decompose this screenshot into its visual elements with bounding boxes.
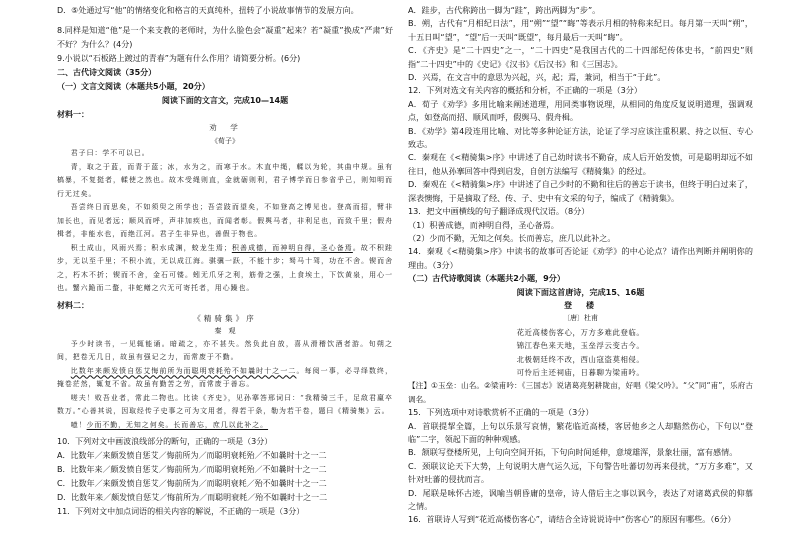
subsection-heading: （二）古代诗歌阅读（本题共2小题，9分） — [408, 273, 565, 284]
classical-paragraph — [57, 338, 393, 365]
text-segment: 青，取之于蓝，而青于蓝；冰，水为之，而寒于水。木直中绳，輮以为轮，其曲中规。虽有槁暴，不复挺者，輮使之然也。故木受绳则直，金就砺则利，君子博学而日参省乎己，则知明而行无过矣。 — [57, 162, 393, 198]
question-12-option: B．《劝学》第4段连用比喻、对比等多种论证方法，论证了学习应该注重积累、持之以恒、专心致志。 — [408, 125, 753, 150]
question-11-option: C．《齐史》是“二十四史”之一，“二十四史”是我国古代的二十四部纪传体史书，“前四史”则指“二十四史”中的《史记》《汉书》《后汉书》和《三国志》。 — [408, 45, 753, 69]
question-12-option: D．秦观在《<精骑集>序》中讲述了自己少时的不勤和往后的善忘于读书，但终于明白过来了，深表懊悔，于是摘取了经、传、子、史中有文采的句子，编成了《精骑集》。 — [408, 179, 753, 203]
poem-note: 【注】①玉垒：山名。②梁甫吟：《三国志》说诸葛亮躬耕陇亩，好唱《梁父吟》。“父”同“甫”，乐府古调名。 — [408, 381, 753, 404]
left-column — [57, 4, 393, 558]
text-segment: 噫！ — [70, 420, 87, 429]
right-column — [408, 4, 753, 558]
question-8: 8.同样是知道“他”是一个来支教的老师时，为什么脸色会“凝重”起来？若“凝重”换成“严肃”好不好？为什么？(4分) — [57, 26, 393, 49]
text-segment: 嗟夫！败吾业者，常此二物也。比读《齐史》，见孙搴答邢词曰：“我精骑三千，足敌君羸卒数万。”心善其说，因取经传子史事之可为文用者，得若干条，勒为若干卷，题曰《精骑集》云。 — [57, 393, 393, 415]
material-1-source: 《荀子》 — [211, 136, 239, 145]
classical-paragraph — [57, 365, 393, 392]
question-13-item: （1）积善成德，而神明自得，圣心备焉。 — [408, 219, 559, 230]
poem-author: 〔唐〕杜甫 — [563, 314, 598, 323]
question-9: 9.小说以“石板路上踱过的青春”为题有什么作用？请简要分析。(6分) — [57, 54, 301, 63]
poem-line: 可怜后主还祠庙，日暮聊为梁甫吟。 — [516, 367, 645, 377]
question-15-option: B．颔联写登楼所见，上句向空间开拓，下句向时间延伸，意境雄浑，景象壮丽，富有感情。 — [408, 447, 738, 458]
q7-option-d: D．⑤处通过写“他”的情绪变化和格言的天真纯朴，扭转了小说故事情节的发展方向。 — [57, 6, 359, 15]
classical-paragraph — [57, 201, 393, 242]
classical-paragraph — [57, 419, 393, 433]
material-2-title: 《精骑集》序 — [193, 313, 257, 323]
question-15-option: D．尾联是咏怀古迹，讽喻当朝昏庸的皇帝，诗人借后主之事以讽今，表达了对诸葛武侯的仰慕之情。 — [408, 487, 753, 512]
material-1-label: 材料一： — [57, 110, 89, 119]
question-15-option: C．颈联议论天下大势，上句说明大唐气运久远，下句警告吐蕃切勿再来侵扰，“万方多难”，又针对吐蕃的侵扰而言。 — [408, 460, 753, 485]
poem-line: 花近高楼伤客心，万方多难此登临。 — [516, 327, 645, 337]
question-13-stem: 13．把文中画横线的句子翻译成现代汉语。（8分） — [408, 206, 590, 217]
classical-paragraph — [57, 242, 393, 296]
question-12-option: C．秦观在《<精骑集>序》中讲述了自己幼时读书不勤奋，成人后开始发愤，可是聪明却远不如往日，他从孙搴回答中得到启发，自创方法编写《精骑集》的经过。 — [408, 152, 753, 176]
poem-line: 锦江春色来天地，玉垒浮云变古今。 — [516, 341, 645, 351]
text-segment: 。每阅一事，必寻绎数终，掩卷茫然，辄复不省。故虽有勤苦之劳，而常废于善忘。 — [57, 366, 393, 388]
poem-line: 北极朝廷终不改，西山寇盗莫相侵。 — [516, 354, 645, 364]
material-1-title: 劝 学 — [209, 123, 241, 132]
subsection-heading: （一）文言文阅读（本题共5小题，20分） — [57, 82, 210, 91]
question-11-stem: 11．下列对文中加点词语的相关内容的解说，不正确的一项是（3分） — [57, 507, 305, 516]
text-segment: 吾尝终日而思矣，不如须臾之所学也；吾尝跂而望矣，不如登高之博见也。登高而招，臂非加长也，而见者远；顺风而呼，声非加疾也，而闻者彰。假舆马者，非利足也，而致千里；假舟楫者，非能水也，而绝江河。君子生非异也，善假于物也。 — [57, 203, 393, 238]
classical-paragraph — [57, 161, 393, 202]
underline-marked-text: 少而不勤，无知之何矣。长而善忘，庶几以此补之。 — [86, 420, 269, 429]
poem-title: 登 楼 — [564, 299, 597, 310]
question-14: 14．秦观《<精骑集>序》中读书的故事可否论证《劝学》的中心论点？请作出判断并阐明你的理由。（3分） — [408, 246, 753, 270]
question-12-option: A．荀子《劝学》多用比喻来阐述道理，用同类事物说理，从相同的角度反复说明道理，强调观点，如登高而招、顺风而呼，假舆马、假舟楫。 — [408, 98, 753, 123]
text-segment: 积土成山，风雨兴焉；积水成渊，蛟龙生焉； — [70, 243, 232, 252]
question-12-stem: 12．下列对选文有关内容的概括和分析，不正确的一项是（3分） — [408, 85, 642, 96]
question-10-option: B．比数年来／颇发愤自惩艾／悔前所为／而聪明衰耗殆／不如曩时十之一二 — [57, 465, 327, 474]
question-15-option: A．首联提挈全篇，上句以乐景写哀情，繁花临近高楼，客居他乡之人却黯然伤心，下句以“登临”二字，领起下面的种种观感。 — [408, 420, 753, 444]
question-15-stem: 15．下列选项中对诗歌赏析不正确的一项是（3分） — [408, 407, 594, 418]
wavy-marked-text: 比数年来颇发愤自惩艾悔前所为而聪明衰耗殆不如曩时十之一二 — [70, 366, 297, 375]
material-2-label: 材料二： — [57, 300, 89, 310]
question-16: 16．首联诗人写到“花近高楼伤客心”，请结合全诗说说诗中“伤客心”的原因有哪些。（6分） — [408, 514, 736, 525]
section-heading: 二、古代诗文阅读（35分） — [57, 68, 157, 77]
reading-instruction: 阅读下面这首唐诗，完成15、16题 — [516, 286, 645, 297]
question-11-option: A．跬步，古代称跨出一脚为“跬”，跨出两脚为“步”。 — [408, 5, 601, 15]
classical-paragraph — [57, 392, 393, 419]
question-10-option: D．比数年来／颇发愤自惩艾／悔前所为／而聪明衰耗／殆不如曩时十之一二 — [57, 493, 328, 502]
question-10-option: C．比数年／来颇发愤自惩艾／悔前所为／而聪明衰耗／殆不如曩时十之一二 — [57, 479, 327, 488]
material-2-author: 秦 观 — [214, 327, 236, 335]
question-13-item: （2）少而不勤，无知之何矣。长而善忘，庶几以此补之。 — [408, 232, 616, 243]
classical-paragraph — [57, 147, 393, 161]
reading-instruction: 阅读下面的文言文，完成10—14题 — [161, 96, 289, 105]
text-segment: 予少时读书，一见辄能诵。暗疏之，亦不甚失。然负此自放，喜从滑稽饮酒者游。旬朔之间，把卷无几日，故虽有强记之力，而常废于不勤。 — [57, 339, 393, 361]
text-segment: 。故不积跬步，无以至千里；不积小流，无以成江海。骐骥一跃，不能十步；驽马十驾，功在不舍。锲而舍之，朽木不折；锲而不舍，金石可镂。蚓无爪牙之利，筋骨之强，上食埃土，下饮黄泉，用心一也。蟹六跪而二螯，非蛇鳝之穴无可寄托者，用心躁也。 — [57, 243, 393, 292]
underline-marked-text: 积善成德，而神明自得，圣心备焉 — [231, 243, 353, 252]
question-10-stem: 10．下列对文中画波浪线部分的断句，正确的一项是（3分） — [57, 437, 273, 446]
question-11-option: B．朔，古代有“月相纪日法”，用“朔”“望”“晦”等表示月相的特称来纪日。每月第一天叫“朔”，十五日叫“望”，“望”后一天叫“既望”，每月最后一天叫“晦”。 — [408, 18, 753, 42]
text-segment: 君子曰：学不可以已。 — [70, 149, 150, 157]
question-10-option: A．比数年／来颇发愤自惩艾／悔前所为／而聪明衰耗殆／不如曩时十之一二 — [57, 451, 327, 460]
question-11-option: D．兴焉，在文言中的意思为兴起，兴，起；焉，兼词，相当于“于此”。 — [408, 72, 666, 83]
